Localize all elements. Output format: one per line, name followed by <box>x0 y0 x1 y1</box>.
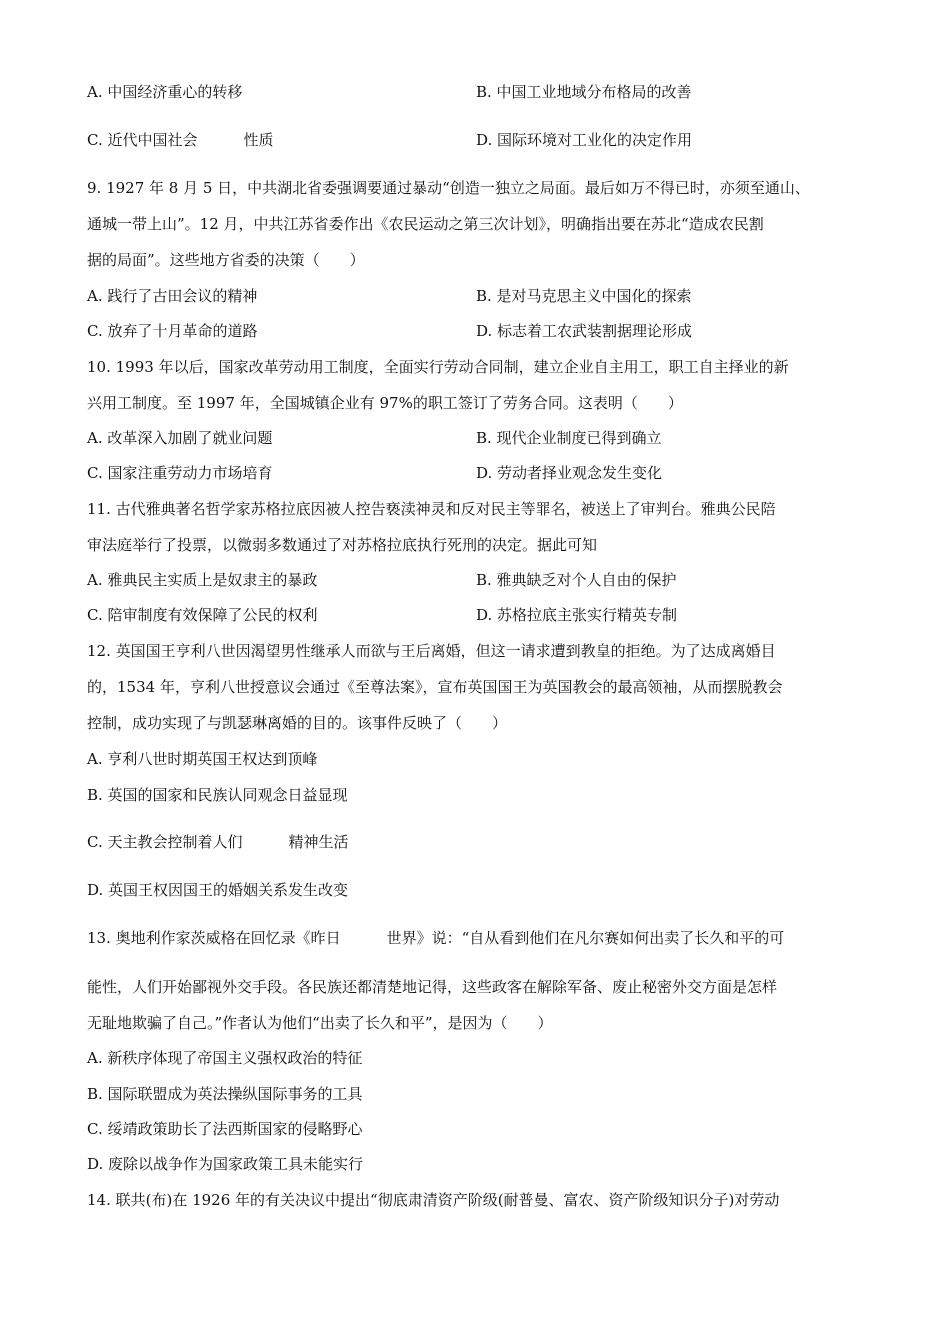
q10-option-d: D. 劳动者择业观念发生变化 <box>476 464 663 482</box>
q11-option-c: C. 陪审制度有效保障了公民的权利 <box>87 606 318 624</box>
q13-option-a: A. 新秩序体现了帝国主义强权政治的特征 <box>87 1049 363 1067</box>
q11-option-d: D. 苏格拉底主张实行精英专制 <box>476 606 678 624</box>
q9-option-d: D. 标志着工农武装割据理论形成 <box>476 322 693 340</box>
q13-option-c: C. 绥靖政策助长了法西斯国家的侵略野心 <box>87 1120 363 1138</box>
q9-stem-line-2: 通城一带上山”。12 月，中共江苏省委作出《农民运动之第三次计划》，明确指出要在苏北“造成农民割 <box>87 215 764 233</box>
q8-option-c-part2: 性质 <box>243 131 274 149</box>
q11-option-b: B. 雅典缺乏对个人自由的保护 <box>476 571 677 589</box>
q9-option-c: C. 放弃了十月革命的道路 <box>87 322 258 340</box>
q12-option-c-part2: 精神生活 <box>288 833 349 851</box>
q12-option-d: D. 英国王权因国王的婚姻关系发生改变 <box>87 881 349 899</box>
q11-option-a: A. 雅典民主实质上是奴隶主的暴政 <box>87 571 318 589</box>
q9-stem-line-1: 9. 1927 年 8 月 5 日，中共湖北省委强调要通过暴动“创造一独立之局面。最后如万不得已时，亦须至通山、 <box>87 179 810 197</box>
q12-stem-line-1: 12. 英国国王亨利八世因渴望男性继承人而欲与王后离婚，但这一请求遭到教皇的拒绝。为了达成离婚目 <box>87 642 776 660</box>
q13-option-d: D. 废除以战争作为国家政策工具未能实行 <box>87 1155 364 1173</box>
q8-option-b: B. 中国工业地域分布格局的改善 <box>476 83 692 101</box>
q10-option-c: C. 国家注重劳动力市场培育 <box>87 464 273 482</box>
q8-option-c <box>87 130 274 150</box>
q12-option-c-part1: C. 天主教会控制着人们 <box>87 833 243 851</box>
q8-option-d: D. 国际环境对工业化的决定作用 <box>476 131 693 149</box>
q13-option-b: B. 国际联盟成为英法操纵国际事务的工具 <box>87 1085 363 1103</box>
q8-option-c-part1: C. 近代中国社会 <box>87 131 198 149</box>
q10-stem-line-2: 兴用工制度。至 1997 年，全国城镇企业有 97%的职工签订了劳务合同。这表明（ ） <box>87 394 683 412</box>
q11-stem-line-2: 审法庭举行了投票，以微弱多数通过了对苏格拉底执行死刑的决定。据此可知 <box>87 536 598 554</box>
q12-stem-line-2: 的，1534 年，亨利八世授意议会通过《至尊法案》，宣布英国国王为英国教会的最高领袖，从而摆脱教会 <box>87 678 783 696</box>
q9-stem-line-3: 据的局面”。这些地方省委的决策（ ） <box>87 251 365 269</box>
q13-stem-line-1-part1: 13. 奥地利作家茨威格在回忆录《昨日 <box>87 929 341 947</box>
q12-option-b: B. 英国的国家和民族认同观念日益显现 <box>87 786 348 804</box>
q13-stem-line-1 <box>87 928 784 948</box>
q12-option-a: A. 亨利八世时期英国王权达到顶峰 <box>87 750 318 768</box>
q10-stem-line-1: 10. 1993 年以后，国家改革劳动用工制度，全面实行劳动合同制，建立企业自主用工，职工自主择业的新 <box>87 358 789 376</box>
q13-stem-line-3: 无耻地欺骗了自己。”作者认为他们“出卖了长久和平”，是因为（ ） <box>87 1014 553 1032</box>
q11-stem-line-1: 11. 古代雅典著名哲学家苏格拉底因被人控告亵渎神灵和反对民主等罪名，被送上了审判台。雅典公民陪 <box>87 500 776 518</box>
q10-option-b: B. 现代企业制度已得到确立 <box>476 429 662 447</box>
q14-stem-line-1: 14. 联共(布)在 1926 年的有关决议中提出“彻底肃清资产阶级(耐普曼、富农、资产阶级知识分子)对劳动 <box>87 1191 780 1209</box>
q13-stem-line-2: 能性，人们开始鄙视外交手段。各民族还都清楚地记得，这些政客在解除军备、废止秘密外交方面是怎样 <box>87 978 778 996</box>
q10-option-a: A. 改革深入加剧了就业问题 <box>87 429 273 447</box>
q9-option-a: A. 践行了古田会议的精神 <box>87 287 258 305</box>
q9-option-b: B. 是对马克思主义中国化的探索 <box>476 287 692 305</box>
q8-option-a: A. 中国经济重心的转移 <box>87 83 243 101</box>
q12-option-c <box>87 832 349 852</box>
q13-stem-line-1-part2: 世界》说：“自从看到他们在凡尔赛如何出卖了长久和平的可 <box>386 929 785 947</box>
q12-stem-line-3: 控制，成功实现了与凯瑟琳离婚的目的。该事件反映了（ ） <box>87 714 508 732</box>
